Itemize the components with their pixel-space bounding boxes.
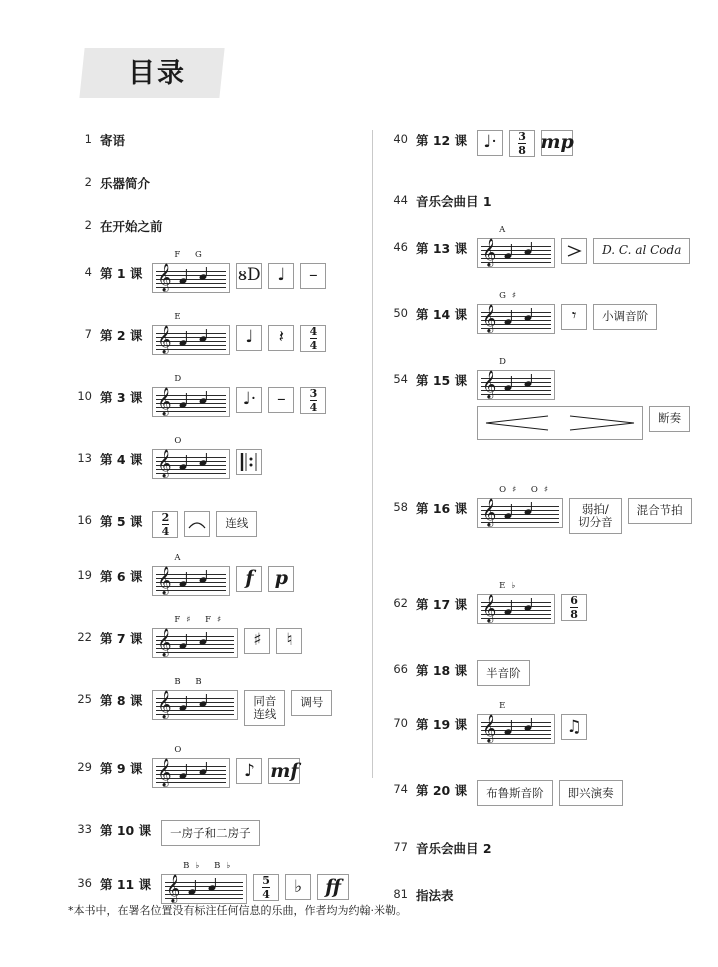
toc-entry[interactable] xyxy=(384,191,704,210)
toc-page-number: 58 xyxy=(393,500,408,514)
note-name-labels: E xyxy=(174,312,187,322)
note-name-labels: F♯ F♯ xyxy=(174,615,228,625)
toc-entry-symbols xyxy=(152,312,326,355)
toc-page-number: 25 xyxy=(77,692,92,706)
toc-entry-label: 第 2 课 xyxy=(100,328,143,343)
treble-clef-icon: 𝄞 xyxy=(166,874,181,903)
time-signature-numerator: 2 xyxy=(161,511,170,524)
toc-page-number: 70 xyxy=(393,716,408,731)
toc-entry-label: 第 13 课 xyxy=(416,241,468,256)
toc-entry-label: 乐器简介 xyxy=(100,176,151,191)
toc-entry-symbols xyxy=(477,130,573,157)
dotted-quarter-note-box: ♩· xyxy=(236,387,262,413)
music-staff xyxy=(152,263,230,293)
music-staff xyxy=(152,628,238,658)
music-staff xyxy=(477,594,555,624)
repeat-sign-box xyxy=(236,449,262,475)
toc-page-number: 19 xyxy=(77,568,92,582)
toc-entry-symbols xyxy=(161,820,260,846)
time-signature-2-4 xyxy=(152,511,178,538)
time-signature-numerator: 4 xyxy=(309,325,318,338)
sixteenth-rest-box: 𝄾 xyxy=(561,304,587,330)
key-signature-box: 调号 xyxy=(291,690,332,716)
staff-notes xyxy=(175,694,219,720)
treble-clef-icon: 𝄞 xyxy=(482,304,497,332)
toc-entry[interactable] xyxy=(384,581,704,624)
treble-clef-icon: 𝄞 xyxy=(157,566,172,594)
toc-entry[interactable] xyxy=(384,291,704,334)
toc-page-number: 81 xyxy=(393,887,408,902)
staff-snippet xyxy=(477,701,555,744)
treble-clef-icon: 𝄞 xyxy=(482,370,497,398)
staff-snippet xyxy=(152,553,230,596)
forte-box: f xyxy=(236,566,262,592)
toc-entry[interactable] xyxy=(384,701,704,744)
staff-notes xyxy=(184,878,228,904)
toc-entry[interactable] xyxy=(384,225,704,268)
note-name-labels: A xyxy=(174,553,187,563)
natural-box: ♮ xyxy=(276,628,302,654)
staff-snippet xyxy=(152,745,230,788)
toc-entry-symbols xyxy=(477,485,692,534)
toc-entry-label: 第 15 课 xyxy=(416,373,468,388)
toc-entry[interactable] xyxy=(68,250,368,293)
note-name-labels: O xyxy=(174,745,188,756)
staff-snippet xyxy=(152,312,230,355)
time-signature-denominator: 4 xyxy=(309,339,318,352)
treble-clef-icon: 𝄞 xyxy=(157,690,172,718)
note-name-labels: G♯ xyxy=(499,291,523,301)
crescendo-decrescendo-box xyxy=(477,406,643,440)
quarter-note-box: ♩ xyxy=(236,325,262,351)
toc-entry-label: 第 5 课 xyxy=(100,514,143,529)
staff-snippet xyxy=(477,291,555,334)
staff-snippet xyxy=(152,436,230,479)
toc-entry-symbols xyxy=(152,436,262,479)
toc-entry-label: 第 14 课 xyxy=(416,307,468,322)
toc-page-number: 54 xyxy=(393,372,408,386)
time-signature-numerator: 5 xyxy=(262,874,270,888)
staff-notes xyxy=(175,391,219,417)
staff-notes xyxy=(500,718,544,744)
whole-note-box: ᴕD xyxy=(236,263,262,289)
toc-entry-symbols xyxy=(152,511,257,538)
toc-page-number: 13 xyxy=(77,451,92,465)
music-staff xyxy=(477,498,563,528)
toc-entry[interactable] xyxy=(68,553,368,596)
note-name-labels: F G xyxy=(174,250,208,260)
music-staff xyxy=(152,325,230,355)
toc-page-number: 46 xyxy=(393,240,408,254)
toc-entry[interactable] xyxy=(68,436,368,479)
toc-entry-symbols xyxy=(477,581,587,624)
page-title: 目录 xyxy=(128,58,186,89)
first-second-ending-box: 一房子和二房子 xyxy=(161,820,260,846)
time-signature-denominator: 8 xyxy=(518,144,526,157)
note-name-labels: D xyxy=(499,357,512,367)
toc-entry-label: 第 6 课 xyxy=(100,569,143,584)
dc-al-coda-box: D. C. al Coda xyxy=(593,238,690,264)
note-name-labels: D xyxy=(174,374,188,384)
toc-entry[interactable] xyxy=(384,660,704,686)
time-signature-4-4 xyxy=(300,325,326,352)
toc-entry-symbols xyxy=(161,861,349,904)
toc-entry-label: 第 12 课 xyxy=(416,133,468,148)
improvisation-box: 即兴演奏 xyxy=(559,780,623,806)
time-signature-3-4 xyxy=(300,387,326,414)
staff-notes xyxy=(175,632,219,658)
toc-page-number: 36 xyxy=(77,876,92,891)
note-name-labels: B B xyxy=(174,677,208,687)
eighth-note-box: ♪ xyxy=(236,758,262,784)
toc-entry-label: 第 9 课 xyxy=(100,761,143,777)
note-name-labels: O xyxy=(174,436,188,446)
upbeat-syncopation-box: 弱拍/ 切分音 xyxy=(569,498,622,534)
staff-notes xyxy=(175,267,219,293)
toc-entry[interactable] xyxy=(384,838,704,857)
toc-page-number: 50 xyxy=(393,306,408,320)
treble-clef-icon: 𝄞 xyxy=(482,714,497,743)
toc-entry[interactable] xyxy=(68,173,368,192)
toc-page-number: 22 xyxy=(77,630,92,644)
toc-entry[interactable] xyxy=(68,745,368,788)
toc-entry-label: 第 16 课 xyxy=(416,501,468,516)
footnote: *本书中，在署名位置没有标注任何信息的乐曲，作者均为约翰·米勒。 xyxy=(68,904,407,917)
time-signature-numerator: 3 xyxy=(309,387,318,400)
toc-entry[interactable] xyxy=(68,820,368,846)
toc-entry-symbols xyxy=(152,553,294,596)
toc-page-number: 2 xyxy=(84,218,92,232)
toc-entry-label: 在开始之前 xyxy=(100,219,163,234)
slur-label-box: 连线 xyxy=(216,511,257,537)
staff-notes xyxy=(175,570,219,596)
blues-scale-box: 布鲁斯音阶 xyxy=(477,780,553,806)
toc-column-left xyxy=(68,130,368,936)
staff-notes xyxy=(500,502,544,528)
toc-entry-symbols xyxy=(152,745,300,788)
time-signature-denominator: 4 xyxy=(309,401,318,414)
staff-snippet xyxy=(161,861,247,904)
staff-notes xyxy=(175,453,219,479)
staff-snippet xyxy=(477,581,555,624)
toc-entry-label: 第 17 课 xyxy=(416,597,468,613)
toc-entry-symbols xyxy=(477,780,623,806)
toc-entry-label: 寄语 xyxy=(100,133,126,148)
treble-clef-icon: 𝄞 xyxy=(157,325,172,353)
staff-snippet xyxy=(477,225,555,268)
toc-entry[interactable] xyxy=(68,677,368,726)
piano-box: p xyxy=(268,566,294,592)
fortissimo-box: ff xyxy=(317,874,349,900)
mezzo-forte-box: mf xyxy=(268,758,300,784)
toc-entry-symbols xyxy=(477,660,530,686)
toc-entry[interactable] xyxy=(384,885,704,904)
toc-entry-label: 第 1 课 xyxy=(100,266,143,281)
toc-entry-symbols xyxy=(477,291,657,334)
sharp-box: ♯ xyxy=(244,628,270,654)
treble-clef-icon: 𝄞 xyxy=(157,387,172,415)
toc-page-number: 2 xyxy=(84,175,92,189)
toc-entry[interactable] xyxy=(68,615,368,658)
music-staff xyxy=(477,238,555,268)
staff-notes xyxy=(175,762,219,788)
toc-page-number: 29 xyxy=(77,760,92,775)
staff-snippet xyxy=(152,374,230,417)
toc-entry-label: 第 7 课 xyxy=(100,631,143,646)
minor-scale-box: 小调音阶 xyxy=(593,304,657,330)
note-name-labels: B♭ B♭ xyxy=(183,861,237,872)
toc-entry-label: 第 18 课 xyxy=(416,663,468,679)
note-name-labels: E xyxy=(499,701,512,712)
music-staff xyxy=(152,449,230,479)
toc-page-number: 62 xyxy=(393,596,408,611)
toc-page-number: 66 xyxy=(393,662,408,677)
chromatic-scale-box: 半音阶 xyxy=(477,660,530,686)
time-signature-denominator: 8 xyxy=(570,608,578,622)
music-staff xyxy=(161,874,247,904)
staff-notes xyxy=(500,308,544,334)
staff-snippet xyxy=(477,357,555,400)
mixed-meter-box: 混合节拍 xyxy=(628,498,692,524)
time-signature-denominator: 4 xyxy=(262,888,270,902)
same-note-tie-box: 同音 连线 xyxy=(244,690,285,726)
toc-entry[interactable] xyxy=(384,780,704,806)
toc-entry[interactable] xyxy=(68,511,368,538)
toc-entry-label: 音乐会曲目 1 xyxy=(416,194,492,209)
toc-entry-label: 第 11 课 xyxy=(100,877,152,893)
toc-entry-label: 第 8 课 xyxy=(100,693,143,708)
toc-column-right xyxy=(384,130,704,932)
toc-entry[interactable] xyxy=(384,485,704,534)
music-staff xyxy=(477,304,555,334)
toc-entry-label: 第 20 课 xyxy=(416,783,468,799)
time-signature-5-4 xyxy=(253,874,279,901)
staff-snippet xyxy=(152,615,238,658)
staff-snippet xyxy=(152,677,238,720)
note-name-labels: A xyxy=(499,225,512,235)
music-staff xyxy=(477,714,555,744)
treble-clef-icon: 𝄞 xyxy=(482,498,497,526)
toc-entry-symbols xyxy=(152,250,326,293)
toc-entry-label: 音乐会曲目 2 xyxy=(416,841,492,857)
toc-entry-symbols xyxy=(477,357,704,440)
toc-entry-label: 第 4 课 xyxy=(100,452,143,467)
toc-page-number: 44 xyxy=(393,193,408,207)
toc-entry-symbols xyxy=(152,677,332,726)
note-name-labels: E♭ xyxy=(499,581,522,592)
treble-clef-icon: 𝄞 xyxy=(482,594,497,623)
slur-arc-box xyxy=(184,511,210,537)
staff-notes xyxy=(500,242,544,268)
treble-clef-icon: 𝄞 xyxy=(482,238,497,266)
toc-page-number: 1 xyxy=(84,132,92,146)
toc-page-number: 10 xyxy=(77,389,92,403)
toc-page-number: 77 xyxy=(393,840,408,855)
toc-entry[interactable] xyxy=(68,130,368,149)
note-name-labels: O♯ O♯ xyxy=(499,485,554,495)
toc-page-number: 7 xyxy=(84,327,92,341)
column-divider xyxy=(372,130,373,778)
toc-entry-label: 指法表 xyxy=(416,888,454,904)
toc-entry[interactable] xyxy=(384,130,704,157)
toc-page-number: 33 xyxy=(77,822,92,837)
time-signature-6-8 xyxy=(561,594,587,621)
music-staff xyxy=(152,758,230,788)
toc-page-number: 40 xyxy=(393,132,408,146)
beamed-eighth-notes-box: ♫ xyxy=(561,714,587,740)
toc-entry-label: 第 19 课 xyxy=(416,717,468,733)
toc-page-number: 16 xyxy=(77,513,92,527)
toc-entry-symbols xyxy=(152,374,326,417)
staff-notes xyxy=(175,329,219,355)
toc-entry-label: 第 3 课 xyxy=(100,390,143,405)
toc-entry-symbols xyxy=(477,701,587,744)
staff-notes xyxy=(500,374,544,400)
time-signature-3-8 xyxy=(509,130,535,157)
time-signature-numerator: 3 xyxy=(518,130,526,143)
toc-entry-symbols xyxy=(152,615,302,658)
toc-entry[interactable] xyxy=(68,861,368,904)
music-staff xyxy=(152,566,230,596)
toc-entry-label: 第 10 课 xyxy=(100,823,152,839)
quarter-rest-box: 𝄽 xyxy=(268,325,294,351)
music-staff xyxy=(152,690,238,720)
staff-notes xyxy=(500,598,544,624)
staccato-box: 断奏 xyxy=(649,406,690,432)
staff-snippet xyxy=(477,485,563,528)
whole-rest-box: – xyxy=(300,263,326,289)
toc-entry-symbols xyxy=(477,225,690,268)
staff-snippet xyxy=(152,250,230,293)
quarter-note-box: ♩ xyxy=(268,263,294,289)
music-staff xyxy=(477,370,555,400)
accent-box xyxy=(561,238,587,264)
treble-clef-icon: 𝄞 xyxy=(157,758,172,787)
time-signature-denominator: 4 xyxy=(161,525,170,538)
toc-entry[interactable] xyxy=(384,357,704,440)
half-rest-box: – xyxy=(268,387,294,413)
treble-clef-icon: 𝄞 xyxy=(157,449,172,477)
toc-entry[interactable] xyxy=(68,216,368,235)
treble-clef-icon: 𝄞 xyxy=(157,263,172,291)
mezzo-piano-box: mp xyxy=(541,130,573,156)
toc-entry[interactable] xyxy=(68,312,368,355)
treble-clef-icon: 𝄞 xyxy=(157,628,172,656)
toc-page-number: 4 xyxy=(84,265,92,279)
toc-page-number: 74 xyxy=(393,782,408,797)
flat-box: ♭ xyxy=(285,874,311,900)
toc-entry[interactable] xyxy=(68,374,368,417)
time-signature-numerator: 6 xyxy=(570,594,578,608)
dotted-quarter-note-box: ♩· xyxy=(477,130,503,156)
music-staff xyxy=(152,387,230,417)
